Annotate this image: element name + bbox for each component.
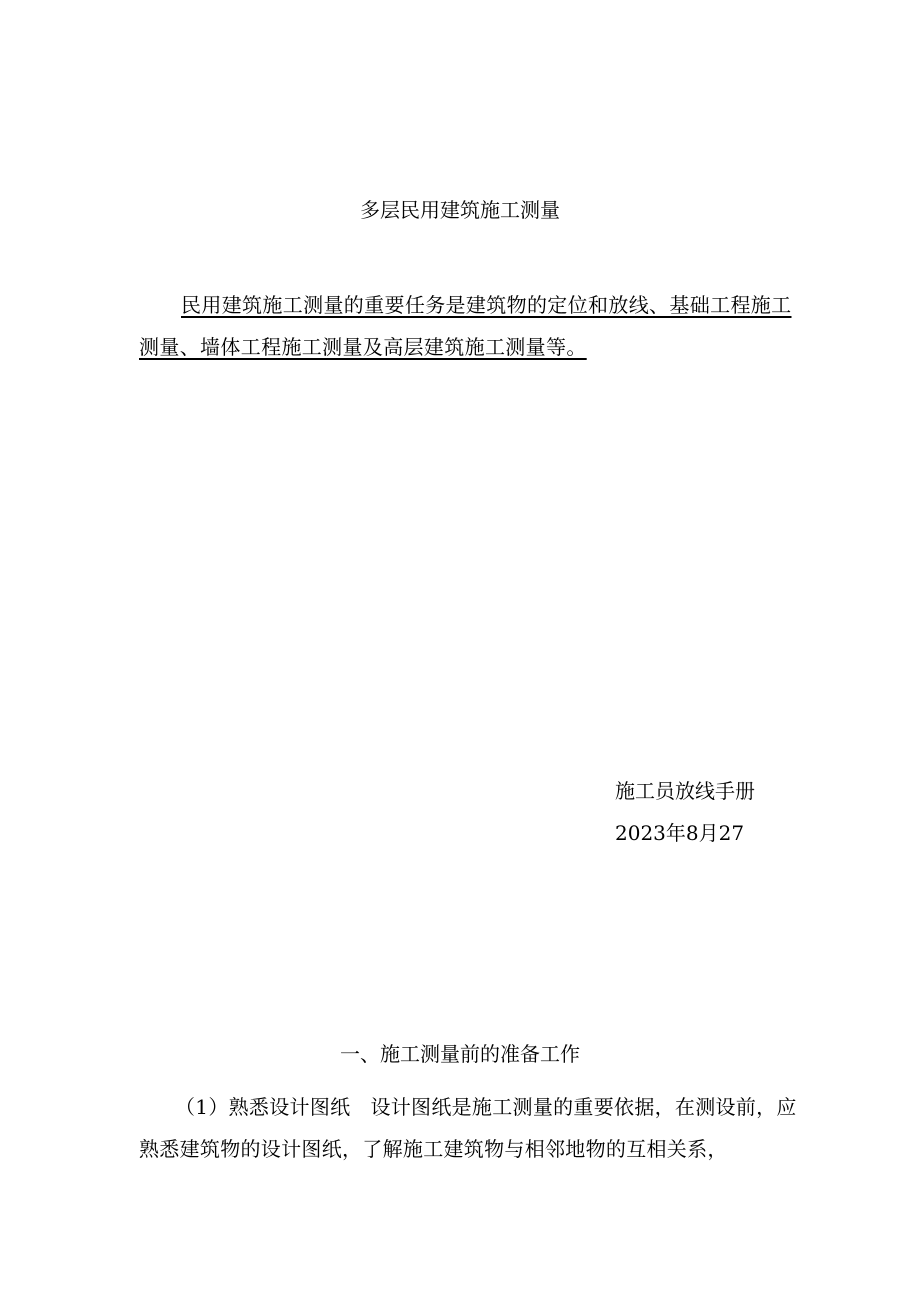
- intro-paragraph: [139, 284, 799, 368]
- paragraph-label: （1）熟悉设计图纸: [175, 1095, 351, 1119]
- signature-date: 2023年8月27: [615, 821, 745, 845]
- signature-name: 施工员放线手册: [615, 779, 755, 803]
- intro-text: 民用建筑施工测量的重要任务是建筑物的定位和放线、基础工程施工测量、墙体工程施工测量及高层建筑施工测量等。: [139, 293, 792, 359]
- intro-underline: [139, 293, 792, 359]
- signature-block: [615, 770, 755, 854]
- section-heading: 一、施工测量前的准备工作: [340, 1042, 580, 1066]
- document-title: 多层民用建筑施工测量: [360, 198, 560, 222]
- paragraph-text: 设计图纸是施工测量的重要依据，在测设前，应熟悉建筑物的设计图纸，了解施工建筑物与相邻地物的互相关系，: [139, 1095, 797, 1161]
- section-paragraph: [139, 1086, 805, 1170]
